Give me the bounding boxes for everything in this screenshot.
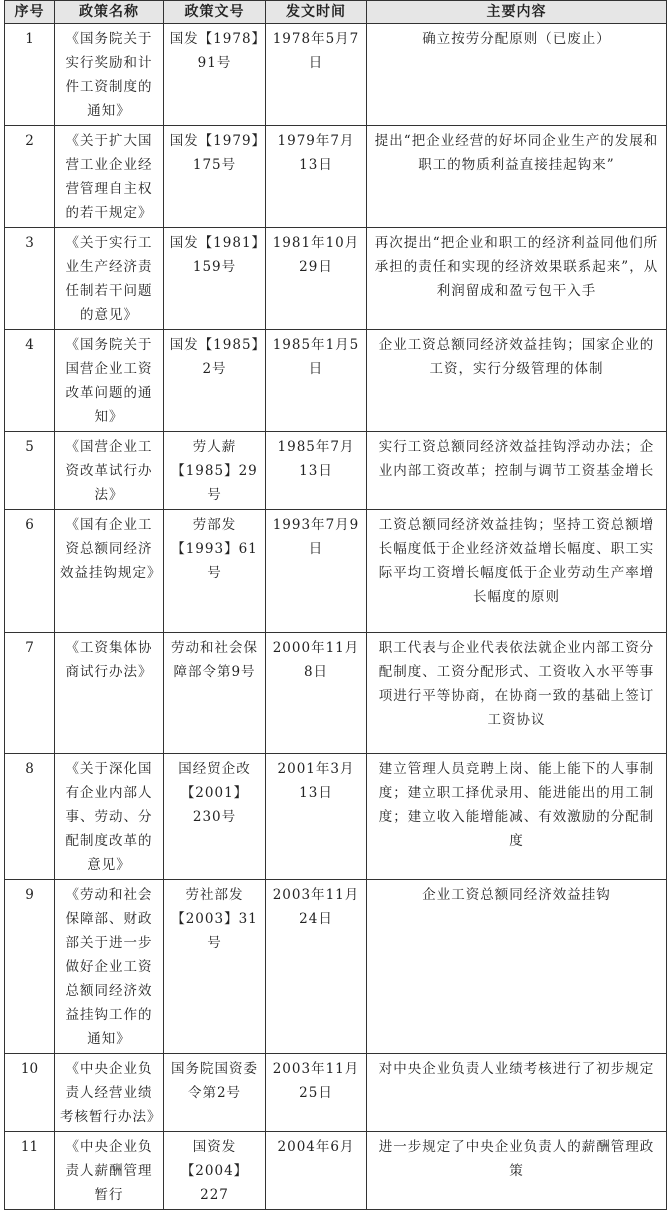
- policy-table: [4, 0, 667, 1210]
- issue-date: 2000年11月8日: [266, 633, 367, 754]
- document-number: 国发【1978】91号: [164, 24, 266, 126]
- policy-name: 《国务院关于国营企业工资改革问题的通知》: [55, 330, 164, 432]
- document-number: 国发【1979】175号: [164, 126, 266, 228]
- row-index: 11: [5, 1132, 55, 1210]
- row-index: 3: [5, 228, 55, 330]
- table-row: [5, 1132, 667, 1210]
- main-content: 提出“把企业经营的好坏同企业生产的发展和职工的物质利益直接挂起钩来”: [367, 126, 667, 228]
- policy-name: 《关于深化国有企业内部人事、劳动、分配制度改革的意见》: [55, 754, 164, 880]
- main-content: 确立按劳分配原则（已废止）: [367, 24, 667, 126]
- table-row: [5, 228, 667, 330]
- policy-name: 《中央企业负责人薪酬管理暂行: [55, 1132, 164, 1210]
- table-row: [5, 510, 667, 633]
- table-header: [5, 1, 667, 24]
- document-number: 劳社部发【2003】31号: [164, 880, 266, 1054]
- policy-name: 《关于实行工业生产经济责任制若干问题的意见》: [55, 228, 164, 330]
- document-number: 国务院国资委令第2号: [164, 1054, 266, 1132]
- policy-name: 《劳动和社会保障部、财政部关于进一步做好企业工资总额同经济效益挂钩工作的通知》: [55, 880, 164, 1054]
- table-body: [5, 24, 667, 1210]
- table-row: [5, 432, 667, 510]
- issue-date: 1985年1月5日: [266, 330, 367, 432]
- issue-date: 2001年3月13日: [266, 754, 367, 880]
- document-number: 劳动和社会保障部令第9号: [164, 633, 266, 754]
- policy-name: 《工资集体协商试行办法》: [55, 633, 164, 754]
- main-content: 企业工资总额同经济效益挂钩: [367, 880, 667, 1054]
- main-content: 对中央企业负责人业绩考核进行了初步规定: [367, 1054, 667, 1132]
- table-row: [5, 880, 667, 1054]
- document-number: 劳人薪【1985】29号: [164, 432, 266, 510]
- table-row: [5, 1054, 667, 1132]
- header-main-content: 主要内容: [367, 1, 667, 24]
- policy-name: 《国有企业工资总额同经济效益挂钩规定》: [55, 510, 164, 633]
- issue-date: 1979年7月13日: [266, 126, 367, 228]
- header-document-number: 政策文号: [164, 1, 266, 24]
- table-row: [5, 754, 667, 880]
- main-content: 工资总额同经济效益挂钩；坚持工资总额增长幅度低于企业经济效益增长幅度、职工实际平均工资增长幅度低于企业劳动生产率增长幅度的原则: [367, 510, 667, 633]
- document-number: 劳部发【1993】61号: [164, 510, 266, 633]
- table-row: [5, 633, 667, 754]
- issue-date: 1978年5月7日: [266, 24, 367, 126]
- main-content: 建立管理人员竞聘上岗、能上能下的人事制度；建立职工择优录用、能进能出的用工制度；建立收入能增能减、有效激励的分配制度: [367, 754, 667, 880]
- document-number: 国发【1981】159号: [164, 228, 266, 330]
- row-index: 9: [5, 880, 55, 1054]
- issue-date: 2004年6月: [266, 1132, 367, 1210]
- issue-date: 1993年7月9日: [266, 510, 367, 633]
- row-index: 10: [5, 1054, 55, 1132]
- main-content: 再次提出“把企业和职工的经济利益同他们所承担的责任和实现的经济效果联系起来”，从利润留成和盈亏包干入手: [367, 228, 667, 330]
- issue-date: 2003年11月24日: [266, 880, 367, 1054]
- main-content: 进一步规定了中央企业负责人的薪酬管理政策: [367, 1132, 667, 1210]
- issue-date: 1985年7月13日: [266, 432, 367, 510]
- issue-date: 2003年11月25日: [266, 1054, 367, 1132]
- row-index: 5: [5, 432, 55, 510]
- policy-name: 《国营企业工资改革试行办法》: [55, 432, 164, 510]
- document-number: 国资发【2004】227: [164, 1132, 266, 1210]
- main-content: 职工代表与企业代表依法就企业内部工资分配制度、工资分配形式、工资收入水平等事项进行平等协商，在协商一致的基础上签订工资协议: [367, 633, 667, 754]
- row-index: 4: [5, 330, 55, 432]
- policy-name: 《关于扩大国营工业企业经营管理自主权的若干规定》: [55, 126, 164, 228]
- policy-name: 《中央企业负责人经营业绩考核暂行办法》: [55, 1054, 164, 1132]
- header-issue-date: 发文时间: [266, 1, 367, 24]
- row-index: 2: [5, 126, 55, 228]
- row-index: 1: [5, 24, 55, 126]
- document-number: 国发【1985】2号: [164, 330, 266, 432]
- policy-name: 《国务院关于实行奖励和计件工资制度的通知》: [55, 24, 164, 126]
- row-index: 8: [5, 754, 55, 880]
- main-content: 企业工资总额同经济效益挂钩；国家企业的工资，实行分级管理的体制: [367, 330, 667, 432]
- header-index: 序号: [5, 1, 55, 24]
- header-row: [5, 1, 667, 24]
- main-content: 实行工资总额同经济效益挂钩浮动办法；企业内部工资改革；控制与调节工资基金增长: [367, 432, 667, 510]
- table-row: [5, 126, 667, 228]
- row-index: 6: [5, 510, 55, 633]
- row-index: 7: [5, 633, 55, 754]
- issue-date: 1981年10月29日: [266, 228, 367, 330]
- table-row: [5, 330, 667, 432]
- header-policy-name: 政策名称: [55, 1, 164, 24]
- table-row: [5, 24, 667, 126]
- document-number: 国经贸企改【2001】230号: [164, 754, 266, 880]
